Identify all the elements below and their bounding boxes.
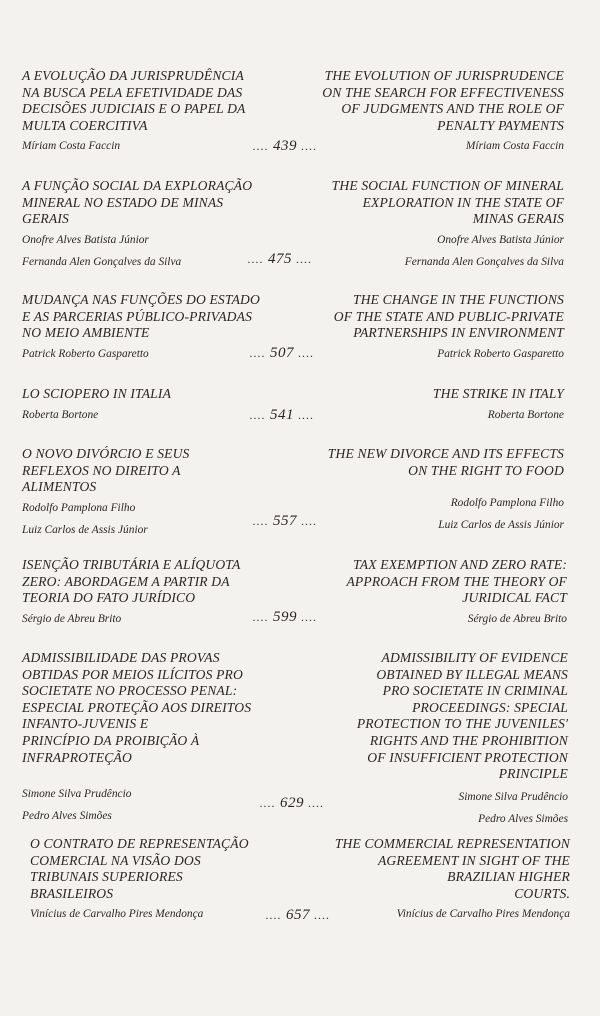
author: Vinícius de Carvalho Pires Mendonça <box>30 908 204 921</box>
author: Fernanda Alen Gonçalves da Silva <box>22 255 182 268</box>
page-number: .... 541 .... <box>249 407 315 423</box>
page-number: .... 657 .... <box>265 907 331 923</box>
title-en: TAX EXEMPTION AND ZERO RATE: APPROACH FROM THE THEORY OF JURIDICAL FACT <box>346 557 567 606</box>
title-en: ADMISSIBILITY OF EVIDENCE OBTAINED BY ILLEGAL MEANS PRO SOCIETATE IN CRIMINAL PROCEEDINGS: SPECIAL PROTECTION TO THE JUVENILES' RIGHTS AND THE PROHIBITION OF INSUFFICIENT PROTECTION PRINCIPLE <box>356 650 568 782</box>
right-column <box>300 446 564 535</box>
title-pt: A EVOLUÇÃO DA JURISPRUDÊNCIA NA BUSCA PELA EFETIVIDADE DAS DECISÕES JUDICIAIS E O PAPEL DA MULTA COERCITIVA <box>22 68 246 133</box>
title-pt: ADMISSIBILIDADE DAS PROVAS OBTIDAS POR MEIOS ILÍCITOS PRO SOCIETATE NO PROCESSO PENAL: ESPECIAL PROTEÇÃO AOS DIREITOS INFANTO-JUVENIS E PRINCÍPIO DA PROIBIÇÃO À INFRAPROTEÇÃO <box>22 650 252 765</box>
author: Simone Silva Prudêncio <box>22 788 132 801</box>
author: Patrick Roberto Gasparetto <box>22 347 149 360</box>
page-number: .... 557 .... <box>252 513 318 529</box>
author: Míriam Costa Faccin <box>22 140 121 153</box>
author: Sérgio de Abreu Brito <box>22 612 122 625</box>
author: Simone Silva Prudêncio <box>458 790 568 803</box>
right-column <box>300 178 564 272</box>
page-number: .... 629 .... <box>259 795 325 811</box>
author: Roberta Bortone <box>487 408 564 421</box>
author: Roberta Bortone <box>22 408 99 421</box>
page-number: .... 507 .... <box>249 345 315 361</box>
right-column <box>300 386 564 425</box>
author: Luiz Carlos de Assis Júnior <box>438 519 564 532</box>
right-column <box>306 836 570 924</box>
author: Pedro Alves Simões <box>478 812 568 825</box>
page-number: .... 439 .... <box>252 138 318 154</box>
right-column <box>303 557 567 629</box>
author: Míriam Costa Faccin <box>465 140 564 153</box>
title-en: THE EVOLUTION OF JURISPRUDENCE ON THE SEARCH FOR EFFECTIVENESS OF JUDGMENTS AND THE ROLE OF PENALTY PAYMENTS <box>322 68 564 133</box>
author: Sérgio de Abreu Brito <box>467 612 567 625</box>
title-en: THE CHANGE IN THE FUNCTIONS OF THE STATE AND PUBLIC-PRIVATE PARTNERSHIPS IN ENVIRONMENT <box>333 292 564 341</box>
author: Fernanda Alen Gonçalves da Silva <box>404 255 564 268</box>
title-pt: LO SCIOPERO IN ITALIA <box>22 386 172 401</box>
title-en: THE STRIKE IN ITALY <box>432 386 564 401</box>
author: Onofre Alves Batista Júnior <box>437 233 564 246</box>
author: Luiz Carlos de Assis Júnior <box>22 523 148 536</box>
author: Rodolfo Pamplona Filho <box>22 501 136 514</box>
title-pt: O CONTRATO DE REPRESENTAÇÃO COMERCIAL NA VISÃO DOS TRIBUNAIS SUPERIORES BRASILEIROS <box>30 836 249 901</box>
right-column <box>300 292 564 364</box>
page-number: .... 599 .... <box>252 609 318 625</box>
title-pt: ISENÇÃO TRIBUTÁRIA E ALÍQUOTA ZERO: ABORDAGEM A PARTIR DA TEORIA DO FATO JURÍDICO <box>22 557 241 606</box>
right-column <box>306 650 568 829</box>
author: Vinícius de Carvalho Pires Mendonça <box>396 908 570 921</box>
title-pt: A FUNÇÃO SOCIAL DA EXPLORAÇÃO MINERAL NO ESTADO DE MINAS GERAIS <box>22 178 253 227</box>
author: Patrick Roberto Gasparetto <box>437 347 564 360</box>
title-pt: MUDANÇA NAS FUNÇÕES DO ESTADO E AS PARCERIAS PÚBLICO-PRIVADAS NO MEIO AMBIENTE <box>22 292 260 341</box>
title-pt: O NOVO DIVÓRCIO E SEUS REFLEXOS NO DIREITO A ALIMENTOS <box>22 446 190 495</box>
right-column <box>300 68 564 156</box>
author: Rodolfo Pamplona Filho <box>450 497 564 510</box>
page-number: .... 475 .... <box>247 251 313 267</box>
author: Onofre Alves Batista Júnior <box>22 233 149 246</box>
title-en: THE COMMERCIAL REPRESENTATION AGREEMENT IN SIGHT OF THE BRAZILIAN HIGHER COURTS. <box>334 836 570 901</box>
author: Pedro Alves Simões <box>22 810 112 823</box>
title-en: THE SOCIAL FUNCTION OF MINERAL EXPLORATION IN THE STATE OF MINAS GERAIS <box>331 178 564 227</box>
title-en: THE NEW DIVORCE AND ITS EFFECTS ON THE RIGHT TO FOOD <box>327 446 564 478</box>
